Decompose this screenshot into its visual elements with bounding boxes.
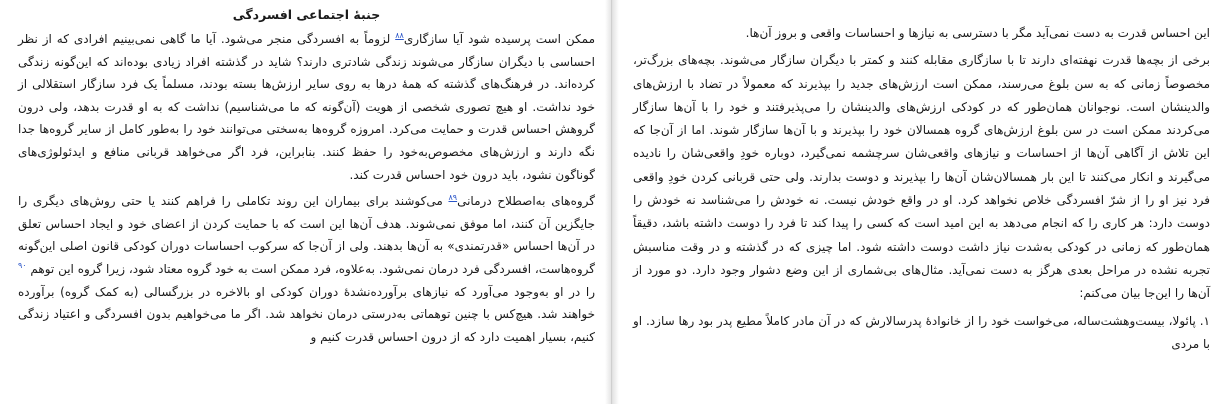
right-paragraph-2: برخی از بچه‌ها قدرت نهفته‌ای دارند تا با سازگاری مقابله کنند و کمتر با دیگران سازگار می‌شوند. بچه‌های بزرگ‌تر، مخصوصاً زمانی که به سن بلوغ می‌رسند، ممکن است ارزش‌های جدید را بپذیرند که معمولاً در تضاد با ارزش‌های والدینشان است. نوجوانان همان‌طور که در کودکی ارزش‌های والدینشان را می‌پذیرفتند و خود را با آن‌ها سازگار می‌کردند ممکن است در سن بلوغ ارزش‌های گروه همسالان خود را بپذیرند و با آن‌ها سازگار شوند. اما از آن‌جا که این تلاش از آگاهی آن‌ها از احساسات و نیازهای واقعی‌شان سرچشمه نمی‌گیرد، دوباره خودِ واقعی‌شان را نادیده می‌گیرند و انکار می‌کنند تا این بار همسالان‌شان آن‌ها را بپذیرند و دوست بدارند. ولی حتی قربانی کردن خودِ واقعی فرد نیز او را از شرّ افسردگی خلاص نخواهد کرد. او در واقع خودش نیست. نه خودش را می‌شناسد نه خودش را دوست دارد: هر کاری را که انجام می‌دهد به این امید است که کسی را پیدا کند تا فرد را دوست داشته باشد، دقیقاً همان‌طور که زمانی در کودکی به‌شدت نیاز داشت دوست داشته شود. اما چیزی که در گذشته و در وقت مناسبش تجربه نشده در مراحل بعدی هرگز به دست نمی‌آید. مثال‌های بی‌شماری از این وضع دشوار وجود دارد. دو مورد از آن‌ها را این‌جا بیان می‌کنم: <box>633 53 1210 301</box>
left-paragraph-2 <box>18 190 595 348</box>
left-paragraph-1 <box>18 28 595 186</box>
section-title: جنبهٔ اجتماعی افسردگی <box>232 7 381 22</box>
footnote-ref-88[interactable]: ۸۸ <box>395 31 404 40</box>
left-page <box>0 0 612 404</box>
left-paragraph-2-text-b: می‌کوشند برای بیماران این روند تکاملی را فراهم کنند یا حتی روش‌های دیگری را جایگزین آن کنند، اما موفق نمی‌شوند. هدف آن‌ها این است که با حمایت کردن از اعضای خود و ایجاد احساس تعلق در آن‌ها احساس «قدرتمندی» به آن‌ها بدهند. ولی از آن‌جا که سرکوب احساسات دوران کودکی قانون اصلی این‌گونه گروه‌هاست، افسردگی فرد درمان نمی‌شود. به‌علاوه، فرد ممکن است به خود گروه معتاد شود، زیرا گروه این توهم <box>18 194 595 276</box>
left-paragraph-1-text-b: لزوماً به افسردگی منجر می‌شود. آیا ما گاهی نمی‌بینیم افرادی که از نظر احساسی با دیگران سازگار می‌شوند زندگی شادتری دارند؟ شاید در گذشته افراد زیادی بوده‌اند که این‌گونه زندگی کرده‌اند. در فرهنگ‌های گذشته که همهٔ درها به روی سایر ارزش‌ها بسته بودند، مسلماً یک فرد سازگار استقلالی از خود نداشت. او هیچ تصوری شخصی از هویت (آن‌گونه که ما می‌شناسیم) نداشت که به او قدرت بدهد، ولی درون گروهش احساس قدرت و حمایت می‌کرد. امروزه گروه‌ها به‌سختی می‌توانند خود را به‌طور کامل از سایر گروه‌ها جدا نگه دارند و ارزش‌های مخصوص‌به‌خود را حفظ کنند. بنابراین، فرد اگر می‌خواهد قربانی منافع و ایدئولوژی‌های گوناگون نشود، باید درون خود احساس قدرت کند. <box>18 32 595 182</box>
right-paragraph-1: این احساس قدرت به دست نمی‌آید مگر با دسترسی به نیازها و احساسات واقعی و بروز آن‌ها. <box>745 26 1210 40</box>
gutter-shadow <box>605 0 611 404</box>
left-paragraph-1-text-a: ممکن است پرسیده شود آیا سازگاری <box>403 32 595 46</box>
gutter-shadow <box>613 0 619 404</box>
left-paragraph-2-text-c: را در او به‌وجود می‌آورد که نیازهای برآورده‌نشدهٔ دوران کودکی او بالاخره در بزرگسالی (به کمک گروه) برآورده خواهند شد. هیچ‌کس با چنین توهماتی به‌درستی درمان نخواهد شد. اگر ما می‌خواهیم بدون افسردگی و اعتیاد زندگی کنیم، بسیار اهمیت دارد که از درون احساس قدرت کنیم و <box>18 284 595 344</box>
footnote-ref-89[interactable]: ۸۹ <box>448 193 458 203</box>
right-page <box>612 0 1226 404</box>
left-paragraph-2-text-a: گروه‌های به‌اصطلاح درمانی <box>457 194 595 209</box>
right-paragraph-3: ۱. پائولا، بیست‌وهشت‌ساله، می‌خواست خود را از خانوادهٔ پدرسالارش که در آن مادر کاملاً مطیع پدر بود رها سازد. او با مردی <box>633 313 1210 351</box>
footnote-ref-90[interactable]: ۹۰ <box>18 260 27 270</box>
